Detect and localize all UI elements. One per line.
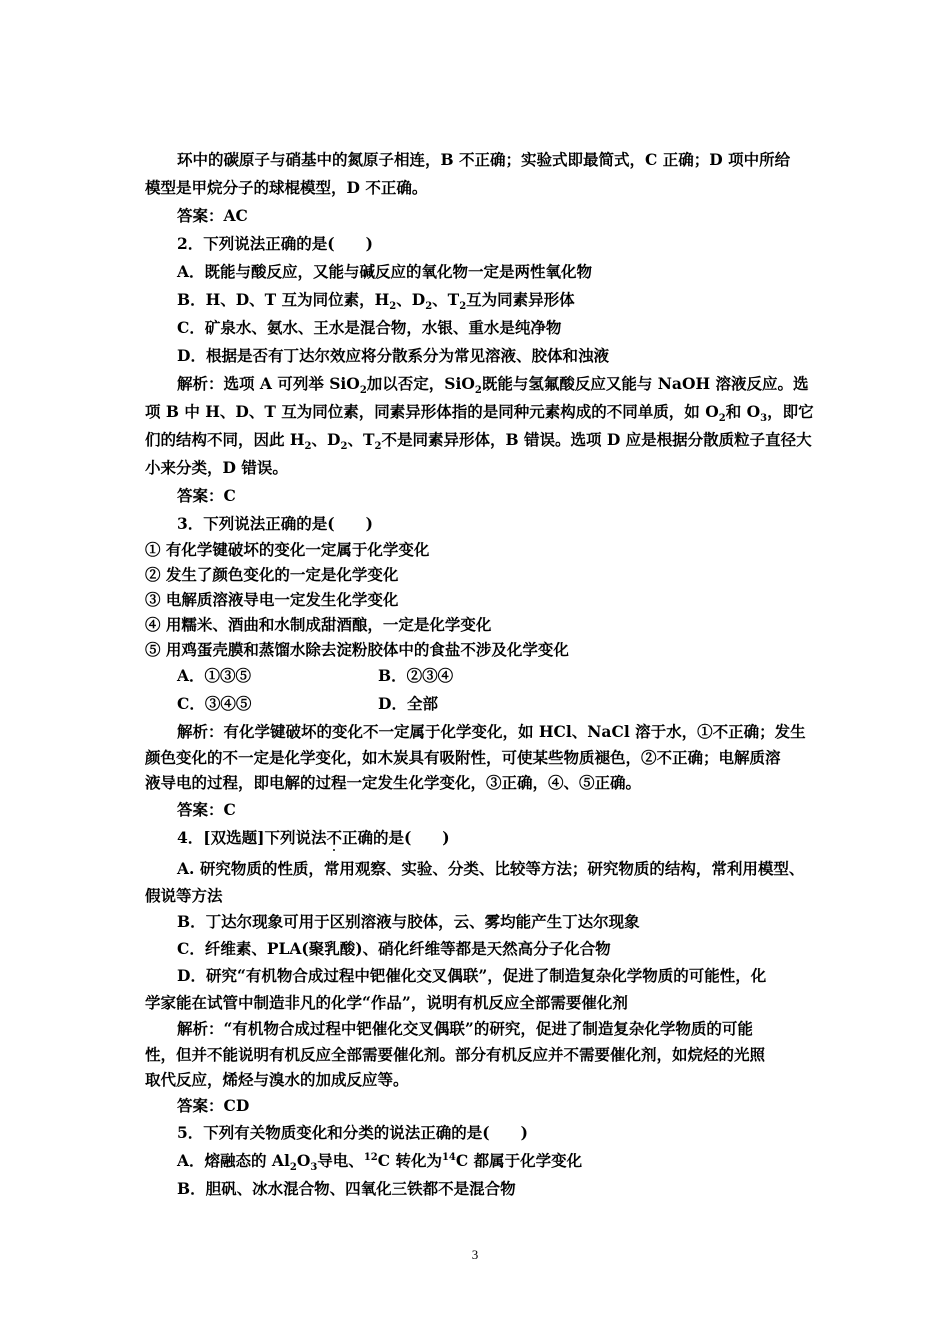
analysis-line: 小来分类，D 错误。 [145,458,288,477]
answer-line: 答案：CD [177,1096,250,1115]
statement-line: ① 有化学键破坏的变化一定属于化学变化 [145,540,430,559]
option-line: B．胆矾、冰水混合物、四氧化三铁都不是混合物 [177,1179,516,1198]
analysis-line: 项 B 中 H、D、T 互为同位素，同素异形体指的是同种元素构成的不同单质，如 $O_2$和 $O_3$，即它 [145,402,814,425]
analysis-line: 解析：有化学键破坏的变化不一定属于化学变化，如 HCl、NaCl 溶于水，①不正确；发生 [177,722,806,741]
statement-line: ③ 电解质溶液导电一定发生化学变化 [145,590,399,609]
analysis-line: 性，但并不能说明有机反应全部需要催化剂。部分有机反应并不需要催化剂，如烷烃的光照 [145,1045,766,1064]
page-number: 3 [471,1247,479,1262]
answer-line: 答案：C [177,486,236,505]
option-line: C．纤维素、PLA(聚乳酸)、硝化纤维等都是天然高分子化合物 [177,939,611,958]
option-line: 假说等方法 [145,886,223,905]
analysis-line: 颜色变化的不一定是化学变化，如木炭具有吸附性，可使某些物质褪色，②不正确；电解质溶 [145,748,781,767]
analysis-line: 解析：选项 A 可列举 SiO$_2$加以否定，SiO$_2$既能与氢氟酸反应又能与 NaOH 溶液反应。选 [177,374,809,397]
option-line: B．丁达尔现象可用于区别溶液与胶体，云、雾均能产生丁达尔现象 [177,912,640,931]
statement-line: ④ 用糯米、酒曲和水制成甜酒酿，一定是化学变化 [145,615,492,634]
question-5: 5．下列有关物质变化和分类的说法正确的是( ) [177,1123,528,1142]
answer-line: 答案：C [177,800,236,819]
question-4: 4．[双选题]下列说法不正确的是( ) [177,828,450,847]
answer-line: 答案：AC [177,206,248,225]
text-line: 环中的碳原子与硝基中的氮原子相连，B 不正确；实验式即最简式，C 正确；D 项中所给 [177,150,791,169]
question-2: 2．下列说法正确的是( ) [177,234,373,253]
analysis-line: 解析：“有机物合成过程中钯催化交叉偶联”的研究，促进了制造复杂化学物质的可能 [177,1019,753,1038]
option-line: C．③④⑤ D．全部 [177,694,438,713]
analysis-line: 们的结构不同，因此 $H_2$、$D_2$、$T_2$不是同素异形体，B 错误。选项 D 应是根据分散质粒子直径大 [145,430,812,453]
statement-line: ⑤ 用鸡蛋壳膜和蒸馏水除去淀粉胶体中的食盐不涉及化学变化 [145,640,569,659]
option-line: A．熔融态的 $Al_2O_3$导电、$^{12}$C 转化为$^{14}$C 都属于化学变化 [177,1151,583,1174]
option-line: D．研究“有机物合成过程中钯催化交叉偶联”，促进了制造复杂化学物质的可能性，化 [177,966,767,985]
text-line: 模型是甲烷分子的球棍模型，D 不正确。 [145,178,428,197]
option-line: D．根据是否有丁达尔效应将分散系分为常见溶液、胶体和浊液 [177,346,609,365]
statement-line: ② 发生了颜色变化的一定是化学变化 [145,565,399,584]
option-line: B．H、D、T 互为同位素，$H_2$、$D_2$、$T_2$互为同素异形体 [177,290,575,313]
analysis-line: 液导电的过程，即电解的过程一定发生化学变化，③正确，④、⑤正确。 [145,773,642,792]
option-line: 学家能在试管中制造非凡的化学“作品”，说明有机反应全部需要催化剂 [145,993,628,1012]
option-line: C．矿泉水、氨水、王水是混合物，水银、重水是纯净物 [177,318,562,337]
analysis-line: 取代反应，烯烃与溴水的加成反应等。 [145,1070,409,1089]
option-line: A．既能与酸反应，又能与碱反应的氧化物一定是两性氧化物 [177,262,593,281]
question-3: 3．下列说法正确的是( ) [177,514,373,533]
option-line: A. 研究物质的性质，常用观察、实验、分类、比较等方法；研究物质的结构，常利用模型、 [177,859,805,878]
option-line: A．①③⑤ B．②③④ [177,666,454,685]
